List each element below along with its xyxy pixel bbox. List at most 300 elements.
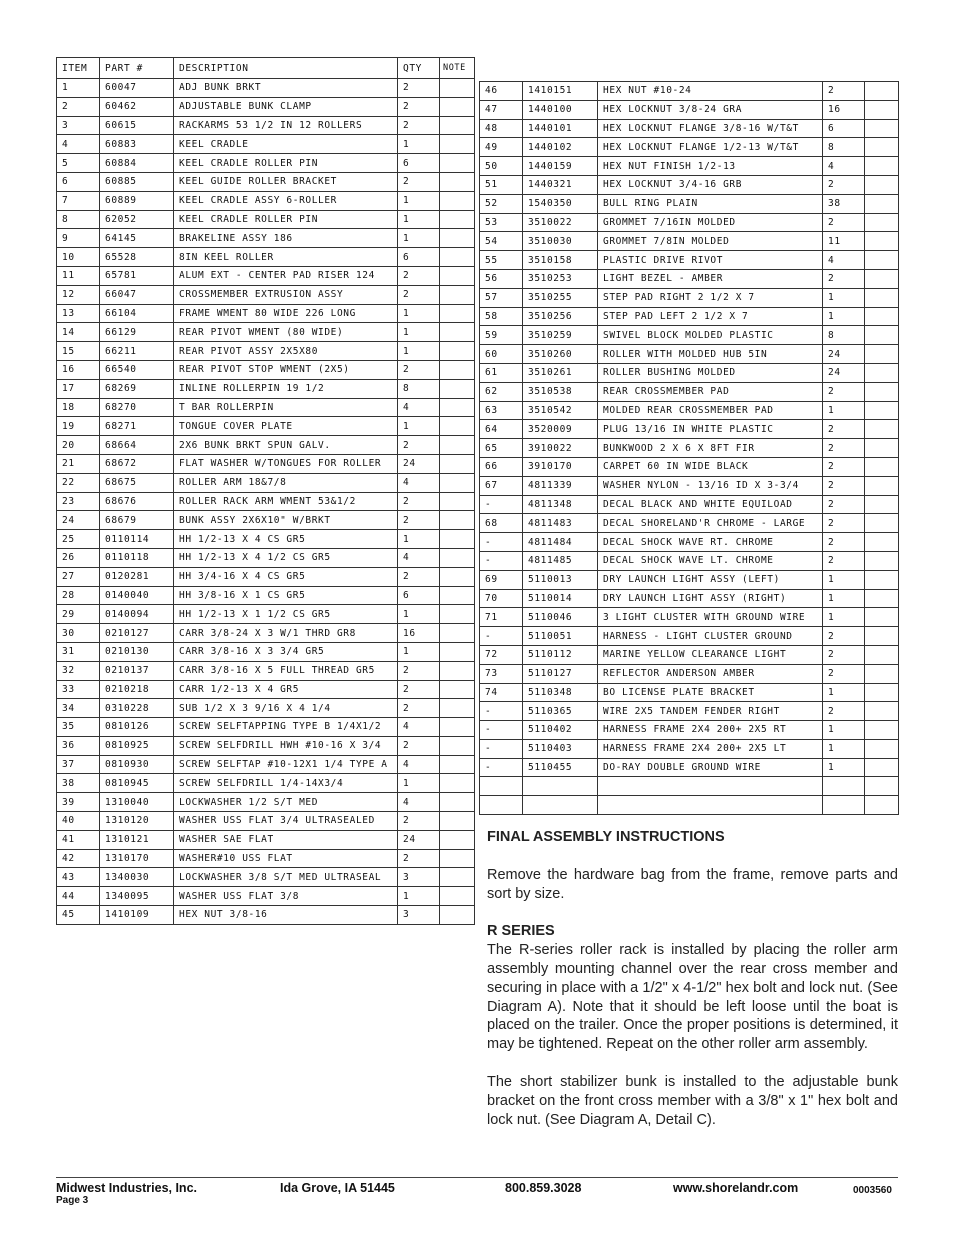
cell-qty: 2 [398, 436, 440, 455]
cell-part-number: 0140040 [100, 586, 174, 605]
cell-qty: 1 [398, 642, 440, 661]
cell-part-number: 66211 [100, 342, 174, 361]
cell-item: - [480, 702, 523, 721]
cell-item: 31 [57, 642, 100, 661]
cell-note [440, 266, 475, 285]
cell-note [440, 191, 475, 210]
cell-description: HARNESS FRAME 2X4 200+ 2X5 LT [598, 739, 823, 758]
cell-qty: 2 [398, 680, 440, 699]
cell-description: BUNK ASSY 2X6X10" W/BRKT [174, 511, 398, 530]
table-row [480, 514, 899, 533]
cell-part-number: 3510542 [523, 401, 598, 420]
table-row [480, 439, 899, 458]
cell-item: 51 [480, 175, 523, 194]
r-series-paragraph: The R-series roller rack is installed by placing the roller arm assembly mounting channel over the rear cross member and securing in place with a 1/2" x 4-1/2" hex bolt and lock nut. (See Diagram A). Note that it should be left loose until the boat is placed on the trailer. Once the proper positions is determined, it may be tightened. Repeat on the other roller arm assembly. [487, 942, 898, 1053]
cell-qty: 3 [398, 906, 440, 925]
cell-description: GROMMET 7/8IN MOLDED [598, 232, 823, 251]
cell-part-number: 3510030 [523, 232, 598, 251]
table-row [480, 382, 899, 401]
cell-part-number: 1540350 [523, 194, 598, 213]
cell-description: DECAL SHOCK WAVE RT. CHROME [598, 533, 823, 552]
cell-description: HEX NUT #10-24 [598, 82, 823, 101]
cell-qty: 1 [398, 323, 440, 342]
cell-note [865, 307, 899, 326]
cell-note [440, 868, 475, 887]
cell-description: RACKARMS 53 1/2 IN 12 ROLLERS [174, 116, 398, 135]
cell-qty: 2 [398, 172, 440, 191]
table-row [480, 721, 899, 740]
cell-note [440, 718, 475, 737]
cell-note [440, 906, 475, 925]
cell-part-number: 3510259 [523, 326, 598, 345]
cell-item: 16 [57, 360, 100, 379]
cell-part-number: 0210137 [100, 661, 174, 680]
cell-item: 21 [57, 454, 100, 473]
table-row [480, 307, 899, 326]
cell-qty: 8 [398, 379, 440, 398]
cell-note [440, 530, 475, 549]
cell-note [865, 194, 899, 213]
cell-item: 49 [480, 138, 523, 157]
cell-part-number: 60889 [100, 191, 174, 210]
cell-description: WASHER USS FLAT 3/8 [174, 887, 398, 906]
cell-description: HEX NUT 3/8-16 [174, 906, 398, 925]
cell-note [865, 420, 899, 439]
table-row [57, 548, 475, 567]
cell-qty: 1 [398, 774, 440, 793]
r-series-heading: R SERIES [487, 923, 555, 940]
cell-description: REAR PIVOT ASSY 2X5X80 [174, 342, 398, 361]
cell-part-number: 60885 [100, 172, 174, 191]
cell-qty: 4 [398, 548, 440, 567]
cell-note [865, 664, 899, 683]
cell-qty: 1 [398, 135, 440, 154]
cell-qty: 2 [398, 699, 440, 718]
table-row [57, 906, 475, 925]
cell-item: 43 [57, 868, 100, 887]
cell-note [865, 589, 899, 608]
cell-description: ROLLER WITH MOLDED HUB 5IN [598, 345, 823, 364]
cell-part-number: 0810925 [100, 736, 174, 755]
cell-part-number: 66129 [100, 323, 174, 342]
cell-note [440, 511, 475, 530]
cell-item: 34 [57, 699, 100, 718]
table-row [57, 793, 475, 812]
cell-item: 6 [57, 172, 100, 191]
cell-item: 74 [480, 683, 523, 702]
cell-part-number: 3510256 [523, 307, 598, 326]
cell-qty: 4 [398, 755, 440, 774]
cell-item: 61 [480, 363, 523, 382]
cell-description: KEEL GUIDE ROLLER BRACKET [174, 172, 398, 191]
cell-item: 52 [480, 194, 523, 213]
table-row [57, 736, 475, 755]
cell-description: HEX LOCKNUT 3/4-16 GRB [598, 175, 823, 194]
cell-note [440, 454, 475, 473]
cell-item: 67 [480, 476, 523, 495]
footer-website: www.shorelandr.com [673, 1181, 799, 1195]
cell-qty: 2 [398, 492, 440, 511]
cell-item: - [480, 533, 523, 552]
table-row [57, 248, 475, 267]
cell-description: LOCKWASHER 1/2 S/T MED [174, 793, 398, 812]
footer-city: Ida Grove, IA 51445 [280, 1181, 395, 1195]
table-row [480, 739, 899, 758]
cell-item: 53 [480, 213, 523, 232]
cell-part-number: 60615 [100, 116, 174, 135]
cell-note [865, 495, 899, 514]
cell-item: 18 [57, 398, 100, 417]
cell-qty: 2 [398, 849, 440, 868]
cell-part-number: 1340095 [100, 887, 174, 906]
cell-description: BUNKWOOD 2 X 6 X 8FT FIR [598, 439, 823, 458]
cell-item: 5 [57, 154, 100, 173]
cell-description: HH 3/8-16 X 1 CS GR5 [174, 586, 398, 605]
cell-part-number: 3510158 [523, 251, 598, 270]
cell-description: KEEL CRADLE ROLLER PIN [174, 210, 398, 229]
cell-part-number: 60047 [100, 79, 174, 98]
cell-qty: 6 [398, 154, 440, 173]
cell-qty: 4 [398, 793, 440, 812]
cell-description: INLINE ROLLERPIN 19 1/2 [174, 379, 398, 398]
cell-part-number: 5110046 [523, 608, 598, 627]
cell-description: ROLLER ARM 18&7/8 [174, 473, 398, 492]
table-row [480, 288, 899, 307]
final-assembly-instructions [487, 828, 898, 1129]
cell-part-number: 68672 [100, 454, 174, 473]
cell-description: HH 3/4-16 X 4 CS GR5 [174, 567, 398, 586]
cell-part-number: 60884 [100, 154, 174, 173]
table-row [57, 586, 475, 605]
cell-note [440, 116, 475, 135]
cell-item: 64 [480, 420, 523, 439]
cell-part-number: 4811484 [523, 533, 598, 552]
cell-description: WIRE 2X5 TANDEM FENDER RIGHT [598, 702, 823, 721]
cell-item: 24 [57, 511, 100, 530]
cell-part-number: 5110127 [523, 664, 598, 683]
cell-item [480, 796, 523, 815]
cell-item: 60 [480, 345, 523, 364]
cell-note [440, 172, 475, 191]
cell-qty: 2 [398, 116, 440, 135]
cell-qty: 2 [398, 285, 440, 304]
cell-note [865, 232, 899, 251]
cell-description: MOLDED REAR CROSSMEMBER PAD [598, 401, 823, 420]
cell-part-number: 0210130 [100, 642, 174, 661]
cell-description: ROLLER BUSHING MOLDED [598, 363, 823, 382]
table-row [480, 269, 899, 288]
cell-note [440, 154, 475, 173]
table-row [480, 664, 899, 683]
cell-part-number: 3510260 [523, 345, 598, 364]
table-row [480, 476, 899, 495]
cell-item: 38 [57, 774, 100, 793]
cell-part-number: 4811483 [523, 514, 598, 533]
cell-part-number: 1440101 [523, 119, 598, 138]
cell-part-number: 68271 [100, 417, 174, 436]
cell-qty: 2 [398, 97, 440, 116]
cell-note [865, 213, 899, 232]
table-row [480, 533, 899, 552]
cell-description: BO LICENSE PLATE BRACKET [598, 683, 823, 702]
table-row [480, 232, 899, 251]
table-row [57, 492, 475, 511]
table-row [57, 454, 475, 473]
cell-part-number: 0310228 [100, 699, 174, 718]
cell-note [865, 157, 899, 176]
cell-item: - [480, 495, 523, 514]
table-row [57, 868, 475, 887]
cell-note [865, 476, 899, 495]
table-row [480, 457, 899, 476]
cell-description: WASHER NYLON - 13/16 ID X 3-3/4 [598, 476, 823, 495]
parts-list-table-right [479, 81, 899, 815]
header-note: NOTE [440, 58, 475, 79]
cell-item: - [480, 739, 523, 758]
cell-part-number: 62052 [100, 210, 174, 229]
table-row [480, 796, 899, 815]
cell-qty: 2 [823, 269, 865, 288]
cell-part-number: 68269 [100, 379, 174, 398]
cell-part-number: 68270 [100, 398, 174, 417]
table-row [57, 229, 475, 248]
cell-qty: 1 [398, 417, 440, 436]
cell-item: 71 [480, 608, 523, 627]
cell-item: 20 [57, 436, 100, 455]
cell-part-number: 1310120 [100, 812, 174, 831]
cell-part-number: 68676 [100, 492, 174, 511]
cell-note [865, 288, 899, 307]
cell-qty: 2 [823, 476, 865, 495]
cell-note [865, 119, 899, 138]
cell-item: 70 [480, 589, 523, 608]
cell-qty: 4 [823, 251, 865, 270]
cell-item: 36 [57, 736, 100, 755]
cell-part-number: 60883 [100, 135, 174, 154]
cell-description: REAR PIVOT STOP WMENT (2X5) [174, 360, 398, 379]
table-row [480, 119, 899, 138]
cell-item: 8 [57, 210, 100, 229]
cell-description: WASHER#10 USS FLAT [174, 849, 398, 868]
cell-part-number: 0810126 [100, 718, 174, 737]
cell-qty: 1 [823, 307, 865, 326]
cell-description: CARR 3/8-16 X 5 FULL THREAD GR5 [174, 661, 398, 680]
cell-part-number: 1340030 [100, 868, 174, 887]
cell-part-number: 0210127 [100, 624, 174, 643]
cell-qty: 2 [398, 567, 440, 586]
cell-qty: 24 [823, 363, 865, 382]
cell-part-number: 66047 [100, 285, 174, 304]
cell-part-number: 0140094 [100, 605, 174, 624]
cell-description: KEEL CRADLE ASSY 6-ROLLER [174, 191, 398, 210]
cell-qty: 1 [398, 304, 440, 323]
cell-description: HEX LOCKNUT FLANGE 1/2-13 W/T&T [598, 138, 823, 157]
cell-part-number: 65781 [100, 266, 174, 285]
table-row [57, 154, 475, 173]
table-row [57, 530, 475, 549]
cell-description: DRY LAUNCH LIGHT ASSY (LEFT) [598, 570, 823, 589]
footer-company-block [56, 1181, 197, 1206]
cell-note [865, 138, 899, 157]
cell-qty: 1 [823, 570, 865, 589]
cell-item: 7 [57, 191, 100, 210]
cell-part-number: 5110014 [523, 589, 598, 608]
cell-qty: 1 [823, 401, 865, 420]
cell-note [440, 624, 475, 643]
cell-description: HEX LOCKNUT FLANGE 3/8-16 W/T&T [598, 119, 823, 138]
cell-note [440, 793, 475, 812]
cell-item: 69 [480, 570, 523, 589]
cell-qty: 4 [398, 718, 440, 737]
cell-item: - [480, 551, 523, 570]
cell-qty: 2 [398, 266, 440, 285]
header-description: DESCRIPTION [174, 58, 398, 79]
cell-item: 23 [57, 492, 100, 511]
cell-qty: 2 [398, 360, 440, 379]
cell-description [598, 777, 823, 796]
table-row [480, 345, 899, 364]
cell-note [440, 379, 475, 398]
cell-item: 3 [57, 116, 100, 135]
cell-part-number: 3910022 [523, 439, 598, 458]
cell-qty: 2 [398, 79, 440, 98]
cell-qty: 1 [398, 229, 440, 248]
cell-qty: 2 [823, 533, 865, 552]
cell-part-number: 68664 [100, 436, 174, 455]
cell-part-number: 1410109 [100, 906, 174, 925]
cell-description: ALUM EXT - CENTER PAD RISER 124 [174, 266, 398, 285]
cell-part-number: 1440159 [523, 157, 598, 176]
table-row [57, 830, 475, 849]
cell-part-number: 0120281 [100, 567, 174, 586]
table-row [57, 398, 475, 417]
cell-part-number: 3510253 [523, 269, 598, 288]
cell-note [440, 755, 475, 774]
table-row [57, 642, 475, 661]
cell-part-number: 5110051 [523, 627, 598, 646]
cell-description: HARNESS FRAME 2X4 200+ 2X5 RT [598, 721, 823, 740]
cell-qty: 1 [398, 605, 440, 624]
cell-qty: 4 [398, 473, 440, 492]
cell-qty: 4 [398, 398, 440, 417]
cell-description: ADJ BUNK BRKT [174, 79, 398, 98]
table-row [57, 699, 475, 718]
cell-item: 22 [57, 473, 100, 492]
cell-item: 14 [57, 323, 100, 342]
cell-part-number: 0110118 [100, 548, 174, 567]
cell-part-number: 4811348 [523, 495, 598, 514]
cell-note [440, 360, 475, 379]
cell-note [440, 680, 475, 699]
table-row [57, 342, 475, 361]
cell-part-number: 3510022 [523, 213, 598, 232]
header-qty: QTY [398, 58, 440, 79]
cell-description: REAR CROSSMEMBER PAD [598, 382, 823, 401]
cell-note [440, 97, 475, 116]
cell-description: SCREW SELFTAPPING TYPE B 1/4X1/2 [174, 718, 398, 737]
cell-qty: 1 [398, 887, 440, 906]
cell-description: CARR 3/8-16 X 3 3/4 GR5 [174, 642, 398, 661]
table-row [57, 304, 475, 323]
cell-description: SCREW SELFTAP #10-12X1 1/4 TYPE A [174, 755, 398, 774]
cell-note [440, 774, 475, 793]
table-row [57, 774, 475, 793]
cell-item: 17 [57, 379, 100, 398]
cell-item: 44 [57, 887, 100, 906]
cell-description: PLASTIC DRIVE RIVOT [598, 251, 823, 270]
cell-description: 2X6 BUNK BRKT SPUN GALV. [174, 436, 398, 455]
cell-part-number: 1310040 [100, 793, 174, 812]
cell-note [865, 533, 899, 552]
cell-note [865, 683, 899, 702]
cell-item: 41 [57, 830, 100, 849]
cell-note [440, 492, 475, 511]
table-row [480, 138, 899, 157]
cell-part-number: 3520009 [523, 420, 598, 439]
table-row [57, 605, 475, 624]
cell-qty: 1 [398, 191, 440, 210]
cell-part-number: 65528 [100, 248, 174, 267]
cell-description: HEX LOCKNUT 3/8-24 GRA [598, 100, 823, 119]
cell-qty: 3 [398, 868, 440, 887]
cell-description: REFLECTOR ANDERSON AMBER [598, 664, 823, 683]
cell-item: 65 [480, 439, 523, 458]
cell-note [440, 473, 475, 492]
cell-description: HEX NUT FINISH 1/2-13 [598, 157, 823, 176]
table-row [480, 589, 899, 608]
cell-qty: 2 [823, 175, 865, 194]
cell-qty [823, 796, 865, 815]
table-row [57, 511, 475, 530]
cell-note [865, 777, 899, 796]
table-row [480, 326, 899, 345]
cell-description: KEEL CRADLE ROLLER PIN [174, 154, 398, 173]
cell-item: 40 [57, 812, 100, 831]
cell-note [440, 548, 475, 567]
cell-note [440, 248, 475, 267]
cell-qty: 2 [823, 645, 865, 664]
header-part-number: PART # [100, 58, 174, 79]
cell-item: - [480, 758, 523, 777]
cell-qty: 2 [398, 661, 440, 680]
table-row [480, 758, 899, 777]
cell-qty: 11 [823, 232, 865, 251]
cell-part-number: 0110114 [100, 530, 174, 549]
cell-qty: 8 [823, 326, 865, 345]
cell-description: LIGHT BEZEL - AMBER [598, 269, 823, 288]
cell-part-number: 60462 [100, 97, 174, 116]
cell-part-number: 64145 [100, 229, 174, 248]
table-row [57, 661, 475, 680]
cell-qty: 2 [823, 213, 865, 232]
cell-item: 47 [480, 100, 523, 119]
table-row [57, 379, 475, 398]
cell-qty: 1 [823, 683, 865, 702]
cell-part-number: 1440321 [523, 175, 598, 194]
cell-description: DECAL BLACK AND WHITE EQUILOAD [598, 495, 823, 514]
table-row [480, 570, 899, 589]
cell-note [865, 551, 899, 570]
cell-part-number: 3510255 [523, 288, 598, 307]
instructions-intro: Remove the hardware bag from the frame, remove parts and sort by size. [487, 866, 898, 902]
cell-note [865, 175, 899, 194]
cell-item: 12 [57, 285, 100, 304]
cell-description: SUB 1/2 X 3 9/16 X 4 1/4 [174, 699, 398, 718]
cell-qty: 6 [823, 119, 865, 138]
cell-note [865, 645, 899, 664]
table-row [57, 567, 475, 586]
cell-note [440, 567, 475, 586]
